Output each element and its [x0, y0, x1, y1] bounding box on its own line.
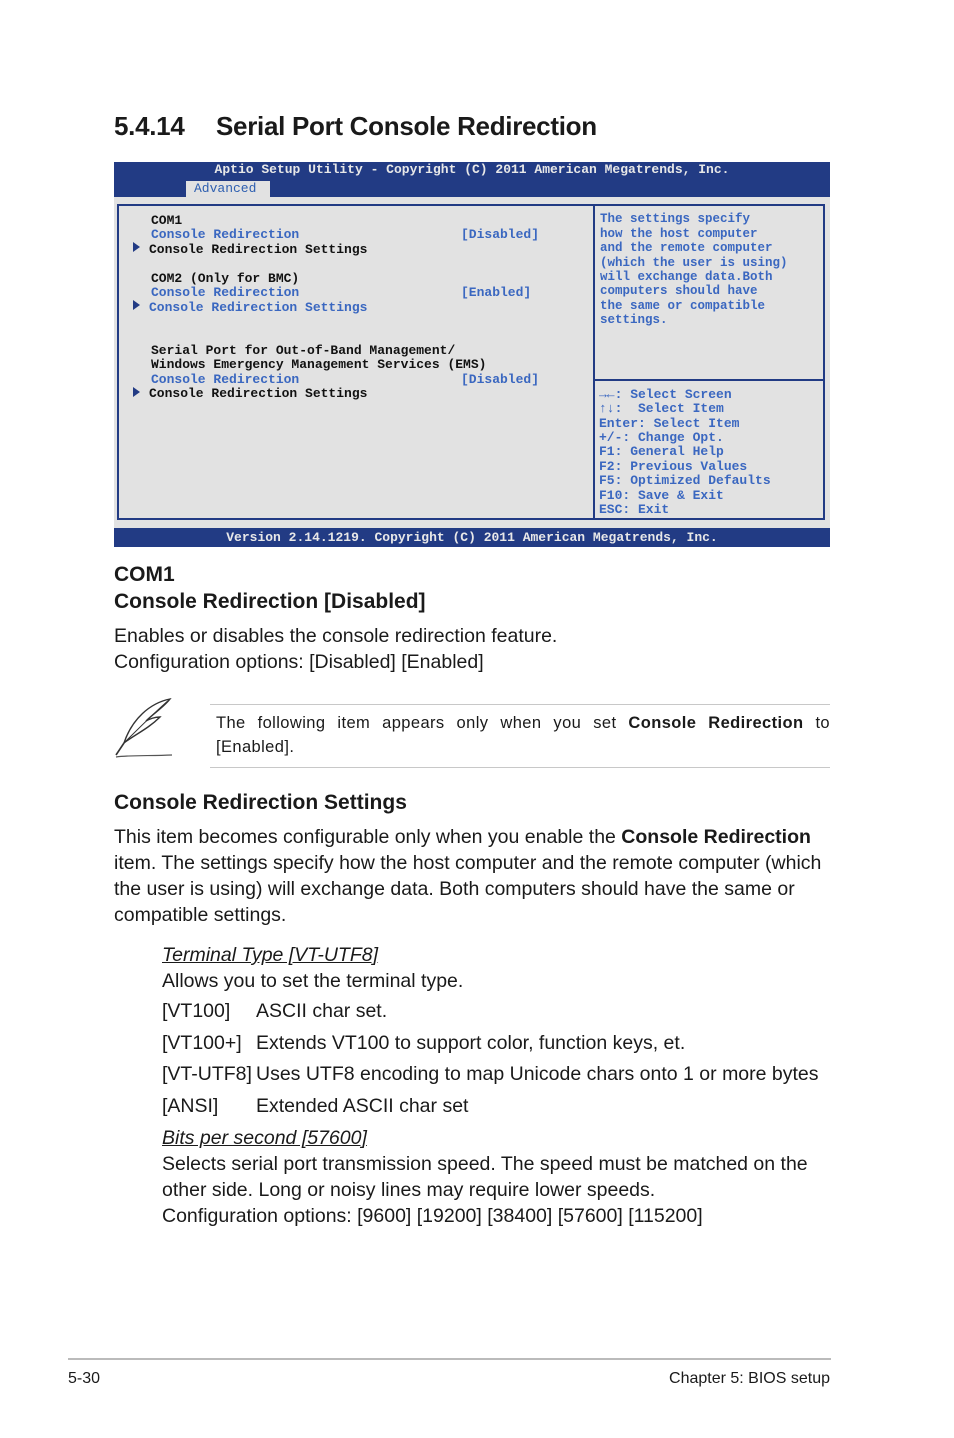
menu-item-com2-console-redirection[interactable]: Console Redirection [151, 285, 300, 300]
bios-title-text: Aptio Setup Utility - Copyright (C) 2011 American Megatrends, Inc. [214, 162, 730, 177]
key-change-opt: +/-: Change Opt. [599, 430, 724, 445]
bios-vertical-divider [593, 204, 595, 520]
settings-description-post: item. The settings specify how the host computer and the remote computer (which the user is using) will exchange data. Both computers should have the same or compatible settings. [114, 852, 822, 926]
bits-desc-line1: Selects serial port transmission speed. The speed must be matched on the [162, 1153, 808, 1175]
settings-description-pre: This item becomes configurable only when you enable the [114, 826, 622, 848]
bits-options: Configuration options: [9600] [19200] [38400] [57600] [115200] [162, 1205, 703, 1227]
bits-desc-line2: other side. Long or noisy lines may require lower speeds. [162, 1179, 656, 1201]
key-select-screen: →←: Select Screen [599, 387, 732, 402]
help-line: how the host computer [600, 227, 758, 241]
note-top-rule [210, 704, 830, 705]
note-text [216, 711, 830, 759]
menu-item-com1-console-redirection[interactable]: Console Redirection [151, 227, 300, 242]
bios-horizontal-divider [595, 379, 825, 381]
section-title: Serial Port Console Redirection [216, 111, 597, 141]
key-f1: F1: General Help [599, 444, 724, 459]
menu-item-com1-settings[interactable]: Console Redirection Settings [149, 242, 368, 257]
option-desc: Extended ASCII char set [256, 1095, 469, 1117]
menu-item-com2-settings[interactable]: Console Redirection Settings [149, 300, 368, 315]
menu-value-com1-console-redirection[interactable]: [Disabled] [461, 227, 540, 242]
submenu-arrow-icon [133, 387, 140, 397]
help-line: settings. [600, 313, 668, 327]
help-line: computers should have [600, 284, 758, 298]
console-redirection-heading: Console Redirection [Disabled] [114, 590, 426, 613]
bios-version-bar: Version 2.14.1219. Copyright (C) 2011 American Megatrends, Inc. [114, 528, 830, 547]
help-line: will exchange data.Both [600, 270, 773, 284]
help-line: (which the user is using) [600, 256, 788, 270]
key-f5: F5: Optimized Defaults [599, 473, 771, 488]
settings-description-bold: Console Redirection [621, 826, 811, 848]
option-key: [VT100+] [162, 1032, 242, 1054]
option-desc: ASCII char set. [256, 1000, 388, 1022]
com1-heading: COM1 [114, 563, 175, 586]
menu-header-ems-line2: Windows Emergency Management Services (EMS) [151, 357, 487, 372]
option-desc: Uses UTF8 encoding to map Unicode chars onto 1 or more bytes [256, 1063, 819, 1085]
menu-header-com2: COM2 (Only for BMC) [151, 271, 300, 286]
chapter-label: Chapter 5: BIOS setup [669, 1370, 830, 1387]
terminal-option-row [162, 1030, 685, 1056]
key-esc: ESC: Exit [599, 502, 670, 517]
menu-value-com2-console-redirection[interactable]: [Enabled] [461, 285, 532, 300]
terminal-type-desc: Allows you to set the terminal type. [162, 970, 464, 992]
section-number: 5.4.14 [114, 111, 185, 141]
note-text-post: to [Enabled]. [216, 714, 831, 756]
menu-header-com1: COM1 [151, 213, 183, 228]
menu-header-ems-line1: Serial Port for Out-of-Band Management/ [151, 343, 456, 358]
page-number: 5-30 [68, 1370, 101, 1387]
settings-description [114, 824, 826, 928]
terminal-option-row [162, 1093, 468, 1119]
note-text-pre: The following item appears only when you set [216, 714, 629, 732]
com1-options: Configuration options: [Disabled] [Enabled] [114, 651, 484, 673]
terminal-option-row [162, 1061, 819, 1087]
submenu-arrow-icon [133, 300, 140, 310]
help-line: and the remote computer [600, 241, 773, 255]
section-heading [114, 111, 597, 142]
note-feather-icon [110, 695, 180, 761]
option-desc: Extends VT100 to support color, function keys, et. [256, 1032, 686, 1054]
key-f2: F2: Previous Values [599, 459, 748, 474]
key-f10: F10: Save & Exit [599, 488, 724, 503]
menu-item-ems-console-redirection[interactable]: Console Redirection [151, 372, 300, 387]
menu-value-ems-console-redirection[interactable]: [Disabled] [461, 372, 540, 387]
submenu-arrow-icon [133, 242, 140, 252]
key-select-item: ↑↓: Select Item [599, 401, 724, 416]
option-key: [ANSI] [162, 1095, 219, 1117]
footer-rule [68, 1358, 831, 1360]
bios-screen [114, 162, 830, 547]
note-bottom-rule [210, 767, 830, 768]
bits-per-second-title: Bits per second [57600] [162, 1127, 367, 1149]
settings-heading: Console Redirection Settings [114, 791, 407, 814]
bios-title-bar [114, 162, 830, 197]
option-key: [VT100] [162, 1000, 231, 1022]
help-line: The settings specify [600, 212, 751, 226]
menu-item-ems-settings[interactable]: Console Redirection Settings [149, 386, 368, 401]
tab-advanced[interactable]: Advanced [186, 181, 270, 197]
help-line: the same or compatible [600, 299, 766, 313]
note-text-bold: Console Redirection [628, 714, 804, 732]
option-key: [VT-UTF8] [162, 1063, 252, 1085]
key-enter: Enter: Select Item [599, 416, 740, 431]
terminal-type-title: Terminal Type [VT-UTF8] [162, 944, 379, 966]
com1-description: Enables or disables the console redirection feature. [114, 625, 558, 647]
terminal-option-row [162, 998, 387, 1024]
